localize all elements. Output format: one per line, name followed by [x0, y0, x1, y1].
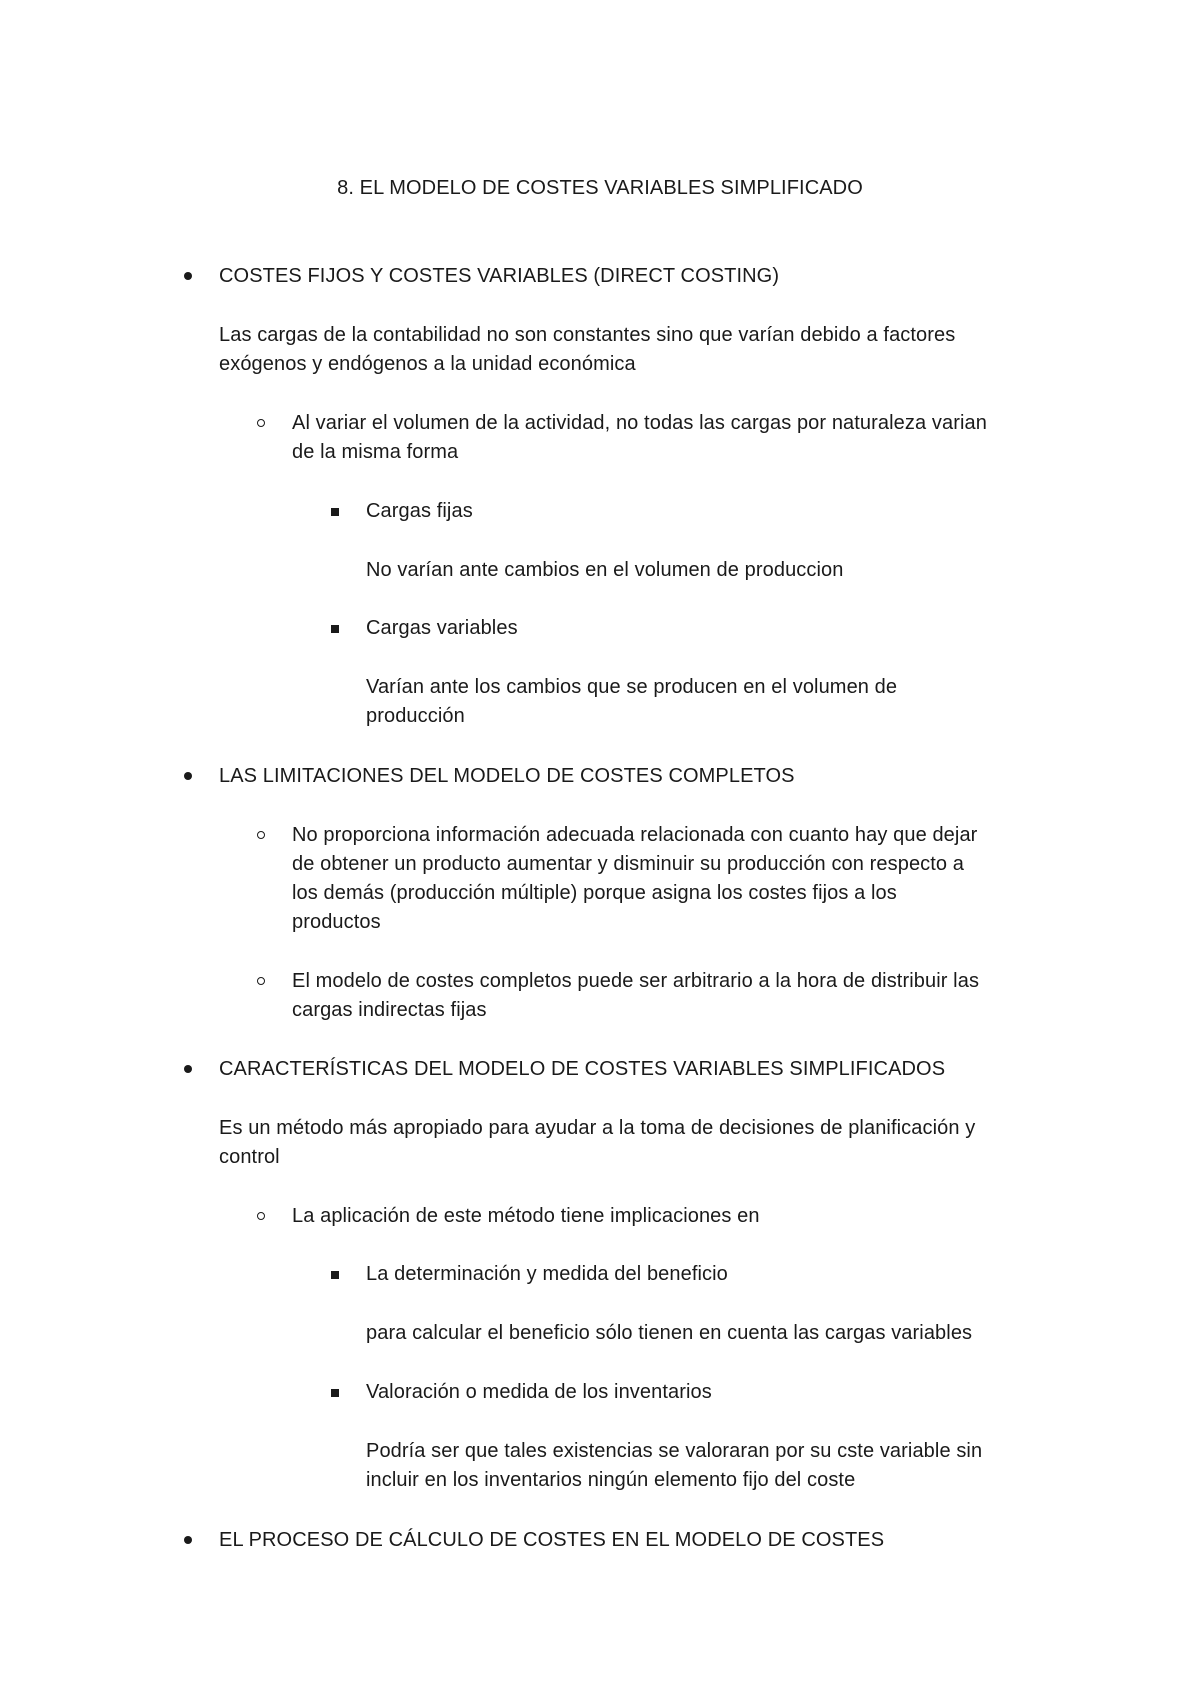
list-item-line: los demás (producción múltiple) porque asigna los costes fijos a los	[292, 882, 897, 904]
bullet-circle	[257, 419, 265, 427]
description-line: Varían ante los cambios que se producen en el volumen de	[366, 676, 898, 698]
list-item-line: No proporciona información adecuada relacionada con cuanto hay que dejar	[292, 824, 978, 846]
section-heading-caracteristicas: CARACTERÍSTICAS DEL MODELO DE COSTES VARIABLES SIMPLIFICADOS	[219, 1058, 946, 1080]
bullet-circle	[257, 1212, 265, 1220]
bullet-square	[331, 625, 339, 633]
list-item-line: de la misma forma	[292, 441, 459, 463]
list-item-cargas-fijas: Cargas fijas	[366, 500, 473, 522]
description-line: Podría ser que tales existencias se valoraran por su cste variable sin	[366, 1440, 983, 1462]
description-line: incluir en los inventarios ningún elemento fijo del coste	[366, 1469, 856, 1491]
section-heading-proceso: EL PROCESO DE CÁLCULO DE COSTES EN EL MODELO DE COSTES	[219, 1529, 885, 1551]
list-item-inventarios: Valoración o medida de los inventarios	[366, 1381, 712, 1403]
list-item-cargas-variables: Cargas variables	[366, 617, 518, 639]
paragraph-line: exógenos y endógenos a la unidad económica	[219, 353, 636, 375]
list-item-line: El modelo de costes completos puede ser arbitrario a la hora de distribuir las	[292, 970, 980, 992]
list-item-line: La aplicación de este método tiene implicaciones en	[292, 1205, 760, 1227]
bullet-circle	[257, 977, 265, 985]
document-title: 8. EL MODELO DE COSTES VARIABLES SIMPLIFICADO	[337, 177, 863, 199]
description-line: No varían ante cambios en el volumen de produccion	[366, 559, 844, 581]
list-item-line: Al variar el volumen de la actividad, no todas las cargas por naturaleza varian	[292, 412, 987, 434]
bullet-disc	[184, 1065, 192, 1073]
bullet-disc	[184, 772, 192, 780]
paragraph-line: Las cargas de la contabilidad no son constantes sino que varían debido a factores	[219, 324, 956, 346]
bullet-circle	[257, 831, 265, 839]
paragraph-line: control	[219, 1146, 280, 1168]
section-heading-costes-fijos: COSTES FIJOS Y COSTES VARIABLES (DIRECT COSTING)	[219, 265, 780, 287]
list-item-line: productos	[292, 911, 381, 933]
bullet-square	[331, 508, 339, 516]
bullet-square	[331, 1271, 339, 1279]
list-item-beneficio: La determinación y medida del beneficio	[366, 1263, 728, 1285]
description-line: para calcular el beneficio sólo tienen en cuenta las cargas variables	[366, 1322, 973, 1344]
description-line: producción	[366, 705, 465, 727]
bullet-square	[331, 1389, 339, 1397]
bullet-disc	[184, 1536, 192, 1544]
list-item-line: cargas indirectas fijas	[292, 999, 487, 1021]
paragraph-line: Es un método más apropiado para ayudar a la toma de decisiones de planificación y	[219, 1117, 976, 1139]
section-heading-limitaciones: LAS LIMITACIONES DEL MODELO DE COSTES COMPLETOS	[219, 765, 795, 787]
list-item-line: de obtener un producto aumentar y disminuir su producción con respecto a	[292, 853, 965, 875]
bullet-disc	[184, 272, 192, 280]
